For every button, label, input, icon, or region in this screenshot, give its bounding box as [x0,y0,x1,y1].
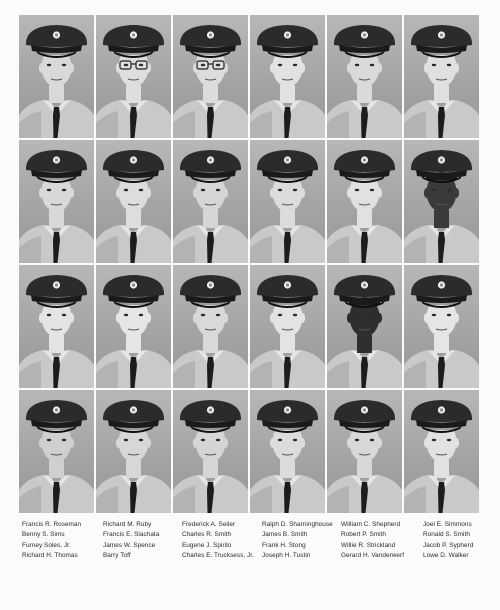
caption-name: Joel E. Simmons [423,521,472,528]
portrait-figure [404,140,479,263]
caption-name: Frederick A. Seiler [182,521,236,528]
neck [203,335,218,353]
caption-name: Richard M. Ruby [103,521,152,528]
neck [203,85,218,103]
portrait-photo [404,140,479,263]
ear-right [454,313,459,323]
ear-right [377,63,382,73]
caption-name: Francis E. Slachata [103,531,160,539]
portrait-photo [173,390,248,513]
caption-name: William C. Shepherd [341,521,401,528]
portrait-figure [250,140,325,263]
neck [357,335,372,353]
caption-name: Eugene J. Spirito [182,541,232,549]
name-column [423,520,482,561]
ear-right [377,438,382,448]
portrait-photo [250,390,325,513]
portrait-figure [404,390,479,513]
portrait-photo [173,265,248,388]
neck [434,335,449,353]
ear-left [116,188,121,198]
ear-right [300,188,305,198]
name-column [22,520,103,561]
neck [49,210,64,228]
caption-name: Willie R. Strickland [341,541,396,549]
neck [280,460,295,478]
ear-left [193,188,198,198]
portrait-photo [250,265,325,388]
ear-left [270,313,275,323]
caption-name: Francis R. Roseman [22,521,82,528]
ear-left [347,438,352,448]
portrait-figure [327,265,402,388]
ear-right [300,438,305,448]
portrait-photo [404,265,479,388]
caption-name: Richard H. Thomas [22,551,78,559]
neck [434,210,449,228]
name-list [22,520,482,561]
ear-left [424,313,429,323]
ear-right [454,188,459,198]
name-column [103,520,182,561]
caption-name: Gerard H. Vanderwerf [341,551,405,559]
neck [357,85,372,103]
portrait-figure [19,140,94,263]
portrait-figure [173,390,248,513]
neck [126,85,141,103]
caption-name: Furney Soles, Jr. [22,541,71,549]
ear-right [69,438,74,448]
ear-right [69,63,74,73]
neck [203,210,218,228]
portrait-grid [19,15,477,515]
neck [280,335,295,353]
ear-right [377,313,382,323]
portrait-photo [96,140,171,263]
portrait-photo [327,265,402,388]
portrait-photo [404,15,479,138]
neck [126,335,141,353]
neck [280,85,295,103]
caption-name: Robert P. Smith [341,531,387,539]
ear-left [270,438,275,448]
ear-left [270,188,275,198]
caption-name: Barry Toff [103,551,131,559]
neck [203,460,218,478]
ear-left [347,63,352,73]
ear-right [146,188,151,198]
caption-name: Charles R. Smith [182,531,232,539]
ear-left [347,188,352,198]
ear-left [424,438,429,448]
portrait-photo [96,15,171,138]
neck [126,210,141,228]
caption-name: Ronald S. Smith [423,531,470,539]
caption-name: Charles E. Trucksess, Jr. [182,551,254,559]
ear-right [300,313,305,323]
portrait-photo [19,390,94,513]
ear-right [69,188,74,198]
portrait-figure [250,265,325,388]
neck [49,335,64,353]
portrait-figure [173,265,248,388]
portrait-figure [96,15,171,138]
portrait-figure [404,15,479,138]
ear-right [146,438,151,448]
name-column [182,520,262,561]
ear-left [116,313,121,323]
portrait-photo [404,390,479,513]
neck [434,460,449,478]
portrait-photo [173,15,248,138]
ear-left [116,438,121,448]
portrait-figure [327,390,402,513]
portrait-photo [96,265,171,388]
portrait-figure [96,140,171,263]
ear-right [377,188,382,198]
portrait-figure [327,15,402,138]
portrait-figure [19,390,94,513]
ear-left [270,63,275,73]
caption-name: Ralph D. Sharninghouse [262,521,333,528]
ear-left [39,63,44,73]
ear-right [300,63,305,73]
portrait-photo [327,15,402,138]
caption-name: Benny S. Sims [22,531,65,539]
name-column [341,520,423,561]
portrait-figure [404,265,479,388]
ear-right [454,63,459,73]
portrait-figure [19,265,94,388]
neck [280,210,295,228]
neck [357,460,372,478]
ear-right [454,438,459,448]
neck [434,85,449,103]
portrait-photo [19,265,94,388]
caption-name: Jacob P. Sypherd [423,541,474,549]
name-column [262,520,341,561]
ear-left [39,188,44,198]
portrait-figure [173,140,248,263]
portrait-figure [96,265,171,388]
caption-name: Lowe D. Walker [423,551,469,559]
ear-left [39,438,44,448]
ear-right [223,313,228,323]
ear-left [193,313,198,323]
portrait-figure [96,390,171,513]
portrait-photo [96,390,171,513]
neck [357,210,372,228]
neck [49,85,64,103]
portrait-photo [19,15,94,138]
ear-right [223,438,228,448]
portrait-photo [250,15,325,138]
caption-name: James W. Spence [103,541,156,549]
ear-left [424,188,429,198]
portrait-figure [19,15,94,138]
ear-left [424,63,429,73]
ear-left [193,438,198,448]
portrait-figure [250,390,325,513]
portrait-photo [173,140,248,263]
ear-right [146,313,151,323]
portrait-figure [327,140,402,263]
portrait-photo [19,140,94,263]
neck [49,460,64,478]
neck [126,460,141,478]
ear-left [347,313,352,323]
ear-left [39,313,44,323]
caption-name: James B. Smith [262,531,308,539]
portrait-photo [250,140,325,263]
caption-name: Frank H. Stong [262,541,306,549]
ear-right [223,188,228,198]
ear-right [69,313,74,323]
portrait-figure [250,15,325,138]
portrait-photo [327,390,402,513]
caption-name: Joseph H. Tustin [262,551,311,559]
portrait-figure [173,15,248,138]
portrait-photo [327,140,402,263]
